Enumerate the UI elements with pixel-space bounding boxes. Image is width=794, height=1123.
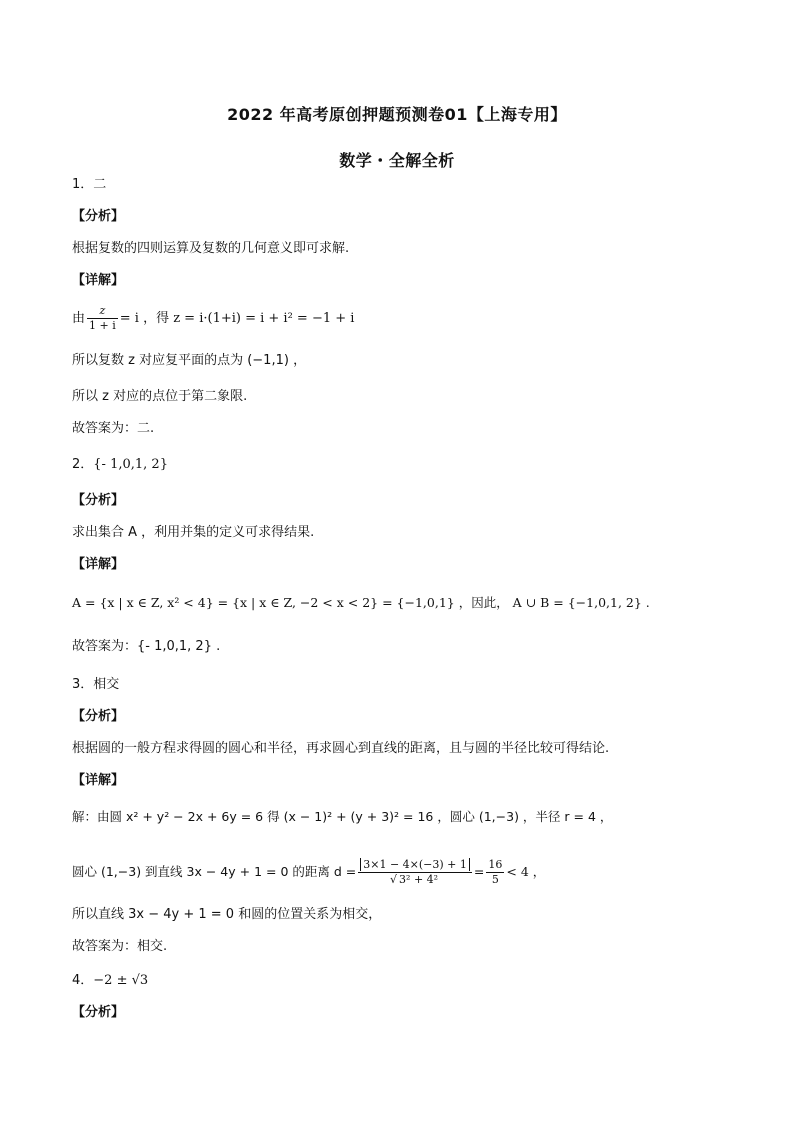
q3-detail-line-1: 解：由圆 x² + y² − 2x + 6y = 6 得 (x − 1)² + (y + 3)² = 16 ，圆心 (1,−3) ，半径 r = 4 ， <box>72 809 613 824</box>
q1-final-answer: 故答案为：二. <box>72 421 155 436</box>
q3-distance-value-denominator: 5 <box>491 873 499 886</box>
q1-answer-line <box>72 176 106 194</box>
q2-detail-line-1: A = {x | x ∈ Z, x² < 4} = {x | x ∈ Z, −2 < x < 2} = {−1,0,1} ，因此， A ∪ B = {−1,0,1, 2} . <box>72 595 650 610</box>
q3-detail-line-3: 所以直线 3x − 4y + 1 = 0 和圆的位置关系为相交， <box>72 907 382 922</box>
q3-distance-prefix: 圆心 (1,−3) 到直线 3x − 4y + 1 = 0 的距离 d = <box>72 864 357 879</box>
q4-answer-line <box>72 972 148 990</box>
q1-detail-label: 【详解】 <box>72 273 125 288</box>
q4-analysis-label: 【分析】 <box>72 1005 125 1020</box>
q1-detail-prefix: 由 <box>72 311 86 326</box>
q3-distance-abs: 3×1 − 4×(−3) + 1 <box>360 858 470 871</box>
q3-analysis-text: 根据圆的一般方程求得圆的圆心和半径，再求圆心到直线的距离，且与圆的半径比较可得结论. <box>72 741 610 756</box>
q1-analysis-label: 【分析】 <box>72 209 125 224</box>
q2-answer: {- 1,0,1, 2} <box>93 457 168 472</box>
page-title: 2022 年高考原创押题预测卷01【上海专用】 <box>227 105 567 124</box>
q3-distance-value <box>486 858 504 887</box>
page-subtitle: 数学・全解全析 <box>339 151 455 170</box>
q1-detail-line-1 <box>72 304 354 333</box>
q1-detail-equation: = i ，得 z = i·(1+i) = i + i² = −1 + i <box>119 311 355 326</box>
q2-detail-label: 【详解】 <box>72 557 125 572</box>
q4-number: 4． <box>72 973 94 988</box>
q3-final-answer: 故答案为：相交. <box>72 939 168 954</box>
q1-detail-line-2: 所以复数 z 对应复平面的点为 (−1,1) ， <box>72 353 307 368</box>
q3-detail-line-2 <box>72 858 545 887</box>
q3-number: 3． <box>72 677 94 692</box>
q2-analysis-text: 求出集合 A ，利用并集的定义可求得结果. <box>72 525 315 540</box>
q3-distance-fraction <box>358 858 472 887</box>
q4-answer: −2 ± √3 <box>93 973 149 988</box>
q3-distance-value-numerator: 16 <box>488 858 503 871</box>
q2-number: 2． <box>72 457 94 472</box>
q3-distance-denominator <box>358 873 472 887</box>
sqrt-icon: √ <box>390 873 398 886</box>
q2-analysis-label: 【分析】 <box>72 493 125 508</box>
q3-distance-numerator <box>358 858 472 873</box>
q1-fraction-numerator: z <box>87 304 118 319</box>
q1-analysis-text: 根据复数的四则运算及复数的几何意义即可求解. <box>72 241 350 256</box>
q1-detail-line-3: 所以 z 对应的点位于第二象限. <box>72 389 248 404</box>
q3-distance-compare: < 4 ， <box>506 864 546 879</box>
q2-final-answer: 故答案为：{- 1,0,1, 2} . <box>72 639 221 654</box>
q2-answer-line <box>72 456 168 474</box>
q3-distance-equals: = <box>473 864 485 879</box>
q3-answer-line <box>72 676 119 694</box>
q3-answer: 相交 <box>93 677 120 692</box>
q1-answer: 二 <box>93 177 107 192</box>
q3-analysis-label: 【分析】 <box>72 709 125 724</box>
q3-detail-label: 【详解】 <box>72 773 125 788</box>
q3-distance-radicand: 3² + 4² <box>399 873 439 886</box>
q1-fraction <box>87 304 118 333</box>
q1-fraction-denominator: 1 + i <box>89 319 116 332</box>
q1-number: 1． <box>72 177 94 192</box>
